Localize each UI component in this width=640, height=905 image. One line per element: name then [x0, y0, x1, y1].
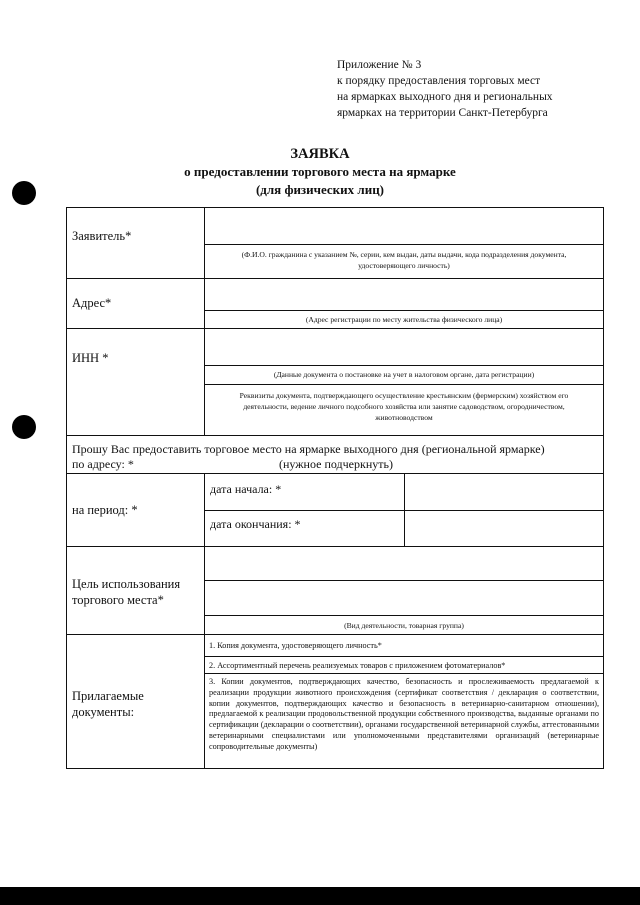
address-input[interactable] [206, 280, 602, 309]
page-subtitle-2: (для физических лиц) [255, 182, 385, 197]
field-underline [204, 310, 603, 311]
punch-hole-bottom [12, 415, 36, 439]
end-date-label: дата окончания: * [210, 517, 301, 531]
address-note: (Адрес регистрации по месту жительства физического лица) [305, 315, 503, 324]
form-border-left [66, 207, 67, 769]
row-separator [66, 278, 604, 279]
appendix-line: Приложение № 3 [337, 59, 422, 71]
row-separator [66, 634, 604, 635]
row-separator [204, 384, 603, 385]
document-item-1: 1. Копия документа, удостоверяющего личность* [209, 641, 382, 650]
form-border-right [603, 207, 604, 769]
field-underline [204, 615, 603, 616]
row-separator [204, 673, 603, 674]
farm-document-note: Реквизиты документа, подтверждающего осуществление крестьянским (фермерским) хозяйством его деятельности, ведение личного подсобного хозяйства или занятие садоводством, огородничеством, животноводством [239, 391, 569, 422]
appendix-header [337, 57, 553, 121]
underline-hint: (нужное подчеркнуть) [279, 457, 393, 471]
purpose-label: Цель использования торгового места* [72, 577, 181, 607]
appendix-line: к порядку предоставления торговых мест [337, 75, 541, 87]
request-text: Прошу Вас предоставить торговое место на ярмарке выходного дня (региональной ярмарке) [72, 442, 545, 456]
address-label: Адрес* [72, 296, 112, 310]
row-separator [204, 656, 603, 657]
start-date-label: дата начала: * [210, 482, 282, 496]
field-underline [204, 244, 603, 245]
row-separator [66, 328, 604, 329]
inn-label: ИНН * [72, 351, 109, 365]
start-date-input[interactable] [406, 475, 602, 509]
inn-input[interactable] [206, 330, 602, 364]
form-border-top [66, 207, 604, 208]
field-underline [204, 510, 603, 511]
applicant-note: (Ф.И.О. гражданина с указанием №, серии, кем выдан, даты выдачи, кода подразделения документа, удостоверяющего личность) [241, 250, 567, 270]
column-divider [204, 207, 205, 435]
appendix-line: ярмарках на территории Санкт-Петербурга [337, 107, 548, 119]
page-subtitle: о предоставлении торгового места на ярмарке [184, 164, 456, 179]
row-separator [66, 546, 604, 547]
page-title: ЗАЯВКА [290, 146, 350, 162]
appendix-line: на ярмарках выходного дня и региональных [337, 91, 553, 103]
document-item-2: 2. Ассортиментный перечень реализуемых товаров с приложением фотоматериалов* [209, 661, 506, 670]
applicant-label: Заявитель* [72, 229, 132, 243]
document-item-3: 3. Копии документов, подтверждающих качество, безопасность и прослеживаемость предлагаемой к реализации продукции животного происхождения (сертификат соответствия / декларация о соответствии, копии документов, подтверждающих качество и безопасность в ветеринарно-санитарном отношении), предлагаемой к реализации продовольственной продукции собственного производства, выданные органами по сертификации (декларации о соответствии), органами государственной ветеринарной службы, аттестованными ветеринарными специалистами или уполномоченными представителями организаций (ветеринарные сопроводительные документы) [209, 677, 599, 751]
form-border-bottom [66, 768, 604, 769]
inn-note: (Данные документа о постановке на учет в налоговом органе, дата регистрации) [273, 370, 535, 379]
field-underline [204, 365, 603, 366]
column-divider [204, 473, 205, 768]
purpose-input[interactable] [206, 548, 602, 614]
end-date-input[interactable] [406, 512, 602, 545]
period-label: на период: * [72, 503, 138, 517]
row-separator [66, 473, 604, 474]
scan-bottom-edge [0, 887, 640, 905]
row-separator [66, 435, 604, 436]
documents-label: Прилагаемые документы: [72, 689, 144, 719]
request-address-label: по адресу: * [72, 457, 134, 471]
purpose-note: (Вид деятельности, товарная группа) [344, 621, 464, 630]
applicant-input[interactable] [206, 209, 602, 243]
